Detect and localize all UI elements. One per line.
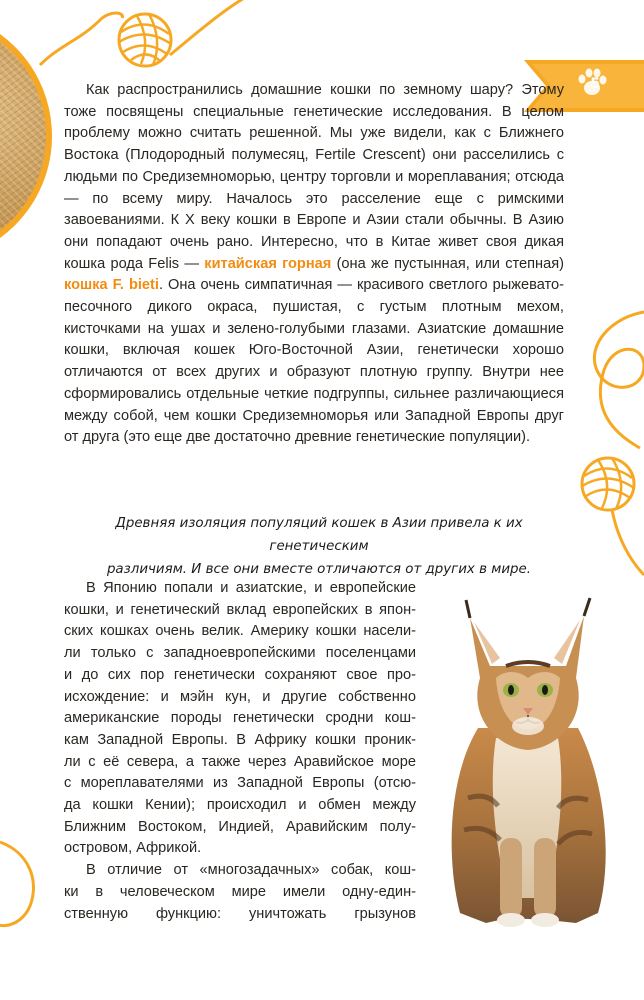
- text-line: да кошки Кении); происходил и обмен между: [64, 797, 416, 814]
- text-line: В Японию попали и азиатские, и европейские: [86, 580, 416, 596]
- highlight-felis-bieti: кошка F. bieti: [64, 277, 159, 294]
- text-line: В отличие от «многозадачных» собак, кош-: [86, 862, 416, 879]
- text-line: кам Западной Европы. В Африку кошки проник-: [64, 731, 416, 748]
- paragraph-text: Как распространились домашние кошки по земному шару? Этому тоже посвящены специальные генетические исследования. В целом проблему можно считать решенной. Мы уже видели, как с Ближнего Востока (Плодородный полумесяц, Fertile Crescent) они расселились с людьми по Средиземноморью, центру торговли и мореплавания; отсюда — по всему миру. Началось это расселение еще с римскими завоеваниями. К X веку кошки в Европе и Азии стали обычны. В Азию они попадают очень рано. Интересно, что в Китае живет своя дикая кошка рода Felis —: [64, 82, 564, 272]
- highlight-chinese-mountain: китайская горная: [204, 255, 332, 272]
- paragraph-text: . Она очень симпатичная — красивого светлого рыжевато-песочного дикого окраса, пушистая, с густым плотным мехом, кисточками на ушах и зелено-голубыми глазами. Азиатские домашние кошки, включая кошек Юго-Восточной Азии, генетически хорошо отличаются от всех других и образуют плотную группу. Внутри нее сформировались отдельные четкие подгруппы, сильнее различающиеся между собой, чем кошки Средиземноморья или Западной Европы друг от друга (это еще две достаточно древние генетические популяции).: [64, 277, 564, 446]
- caption: [64, 512, 574, 581]
- text-line: Ближним Востоком, Индией, Аравийским полу-: [64, 818, 416, 835]
- text-line: ли с её севера, а также через Аравийское море: [64, 753, 416, 770]
- caption-line: Древняя изоляция популяций кошек в Азии привела к их генетическим: [115, 516, 523, 554]
- text-line: и до сих пор генетически сохраняют свое про-: [64, 666, 416, 683]
- paragraph-migration: [64, 578, 416, 925]
- text-line: кошки, и генетический вклад европейских в япон-: [64, 601, 416, 618]
- page-number: 5: [590, 76, 600, 92]
- text-line: ли только с западноевропейскими поселенцами: [64, 645, 416, 662]
- yarn-ball-icon: [582, 458, 634, 510]
- text-line: ственную функцию: уничтожать грызунов: [64, 905, 416, 922]
- maine-coon-cat-photo: [408, 578, 644, 930]
- caption-line: различиям. И все они вместе отличаются от других в мире.: [106, 562, 532, 577]
- text-line: ских кошках очень велик. Америку кошки насели-: [64, 623, 416, 640]
- paragraph-text: (она же пустынная, или степная): [336, 255, 564, 272]
- text-line: исхождение: и мэйн кун, и другие собственно: [64, 688, 416, 705]
- yarn-ball-icon: [119, 14, 171, 66]
- text-line: ки в человеческом мире имели одну-един-: [64, 883, 416, 900]
- text-line: островом, Африкой.: [64, 840, 202, 857]
- paragraph-intro: [64, 80, 564, 449]
- text-line: с мореплавателями из Западной Европы (отсю-: [64, 775, 416, 792]
- text-line: американские породы генетически сродни кош-: [64, 710, 416, 727]
